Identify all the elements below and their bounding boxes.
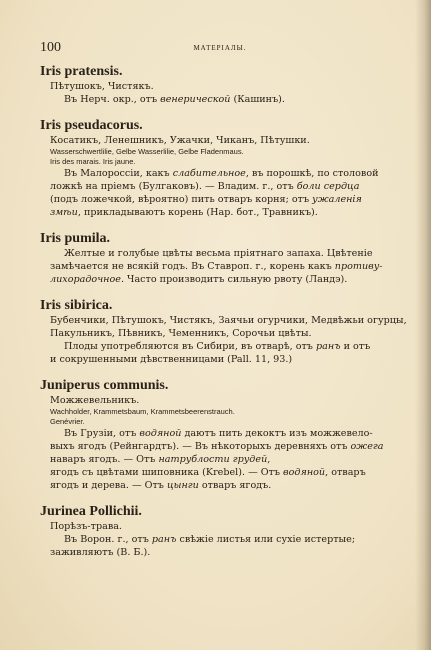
foreign-names-german: Wasserschwertlilie, Gelbe Wasserlilie, Gelbe Fladenmaus. (50, 147, 244, 156)
usage-line: Въ Ворон. г., отъ ранъ свѣжіе листья или сухіе истертые; (64, 534, 356, 545)
latin-name: Iris sibirica. (40, 298, 113, 313)
vernacular-names: Пѣтушокъ, Чистякъ. (50, 81, 154, 92)
usage-line: и сокрушенными дѣвственницами (Pall. 11, 93.) (50, 354, 293, 365)
usage-line: Въ Малороссіи, какъ слабительное, въ порошкѣ, по столовой (64, 168, 379, 179)
page-content (40, 64, 407, 571)
foreign-names-french: Genévrier. (50, 417, 85, 426)
usage-line: Въ Грузіи, отъ водяной даютъ пить декоктъ изъ можжевело- (64, 428, 373, 439)
usage-line: змѣи, прикладываютъ корень (Нар. бот., Травникъ). (50, 207, 318, 218)
usage-line: замѣчается не всякій годъ. Въ Ставроп. г., корень какъ противу- (50, 261, 383, 272)
usage-line: Желтые и голубые цвѣты весьма пріятнаго запаха. Цвѣтеніе (64, 248, 373, 259)
entry-iris-pratensis (40, 64, 400, 106)
page-number: 100 (40, 40, 61, 55)
vernacular-names: Можжевельникъ. (50, 395, 140, 406)
latin-name: Iris pumila. (40, 231, 111, 246)
usage-line: заживляютъ (В. Б.). (50, 547, 151, 558)
page-gutter-shadow (415, 0, 431, 650)
usage-line: выхъ ягодъ (Рейнгардтъ). — Въ нѣкоторыхъ деревняхъ отъ ожега (50, 441, 384, 452)
page-header (40, 40, 400, 60)
usage-line: ложкѣ на пріемъ (Булгаковъ). — Владим. г., отъ боли сердца (50, 181, 360, 192)
vernacular-names: Порѣзъ-трава. (50, 521, 122, 532)
usage-line: наваръ ягодъ. — Отъ натрублости грудей, (50, 454, 271, 465)
usage-line: лихорадочное. Часто производитъ сильную рвоту (Ландэ). (50, 274, 348, 285)
foreign-names-german: Wachholder, Krammetsbaum, Krammetsbeerenstrauch. (50, 407, 235, 416)
usage-line: ягодъ и дерева. — Отъ цынги отваръ ягодъ. (50, 480, 272, 491)
usage-line: Въ Нерч. окр., отъ венерической (Кашинъ). (64, 94, 285, 105)
vernacular-names: Бубенчики, Пѣтушокъ, Чистякъ, Заячьи огурчики, Медвѣжьи огурцы, (50, 315, 407, 326)
entry-iris-pumila (40, 231, 400, 286)
entry-iris-pseudacorus (40, 118, 400, 219)
running-head: МАТЕРІАЛЫ. (193, 44, 247, 52)
latin-name: Jurinea Pollichii. (40, 504, 142, 519)
vernacular-names: Пакульникъ, Пѣвникъ, Чеменникъ, Сорочьи цвѣты. (50, 328, 312, 339)
entry-iris-sibirica (40, 298, 407, 366)
usage-line: ягодъ съ цвѣтами шиповника (Krebel). — Отъ водяной, отваръ (50, 467, 366, 478)
usage-line: (подъ ложечкой, вѣроятно) пить отваръ корня; отъ ужаленія (50, 194, 362, 205)
entry-juniperus-communis (40, 378, 400, 492)
latin-name: Iris pseudacorus. (40, 118, 143, 133)
latin-name: Iris pratensis. (40, 64, 123, 79)
entry-jurinea-pollichii (40, 504, 400, 559)
foreign-names-french: Iris des marais. Iris jaune. (50, 157, 136, 166)
vernacular-names: Косатикъ, Ленешникъ, Ужачки, Чиканъ, Пѣтушки. (50, 135, 310, 146)
latin-name: Juniperus communis. (40, 378, 169, 393)
usage-line: Плоды употребляются въ Сибири, въ отварѣ, отъ ранъ и отъ (64, 341, 371, 352)
